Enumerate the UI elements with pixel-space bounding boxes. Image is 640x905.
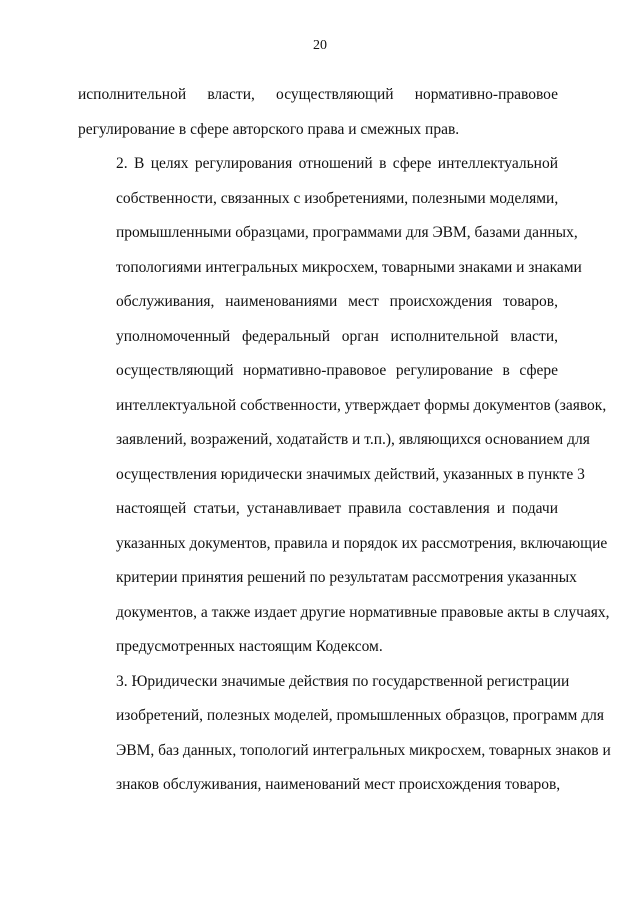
document-body [78, 78, 611, 803]
text-line: промышленными образцами, программами для ЭВМ, базами данных, [116, 224, 578, 241]
text-line: интеллектуальной собственности, утверждает формы документов (заявок, [116, 396, 607, 414]
text-line: осуществляющий нормативно-правовое регулирование в сфере [116, 362, 558, 379]
text-line: топологиями интегральных микросхем, товарными знаками и знаками [116, 258, 582, 276]
page-number: 20 [313, 38, 327, 53]
text-line: собственности, связанных с изобретениями, полезными моделями, [116, 189, 559, 207]
text-line: изобретений, полезных моделей, промышленных образцов, программ для [116, 707, 604, 724]
text-line: 2. В целях регулирования отношений в сфере интеллектуальной [116, 155, 558, 172]
text-line: исполнительной власти, осуществляющий нормативно-правовое [78, 86, 558, 103]
text-line: настоящей статьи, устанавливает правила составления и подачи [116, 500, 558, 517]
text-line: регулирование в сфере авторского права и смежных прав. [78, 120, 460, 138]
text-line: критерии принятия решений по результатам рассмотрения указанных [116, 569, 577, 586]
paragraph-item-3 [78, 665, 611, 803]
text-line: обслуживания, наименованиями мест происхождения товаров, [116, 293, 558, 310]
text-line: предусмотренных настоящим Кодексом. [116, 638, 383, 655]
paragraph-continuation [78, 78, 558, 147]
text-line: осуществления юридически значимых действий, указанных в пункте 3 [116, 465, 585, 483]
text-line: документов, а также издает другие нормативные правовые акты в случаях, [116, 603, 610, 621]
text-line: знаков обслуживания, наименований мест происхождения товаров, [116, 776, 561, 793]
text-line: указанных документов, правила и порядок их рассмотрения, включающие [116, 534, 608, 552]
text-line: заявлений, возражений, ходатайств и т.п.), являющихся основанием для [116, 431, 590, 448]
text-line: 3. Юридически значимые действия по государственной регистрации [116, 672, 570, 690]
text-line: уполномоченный федеральный орган исполнительной власти, [116, 327, 558, 345]
paragraph-item-2 [78, 147, 610, 665]
text-line: ЭВМ, баз данных, топологий интегральных микросхем, товарных знаков и [116, 741, 611, 759]
